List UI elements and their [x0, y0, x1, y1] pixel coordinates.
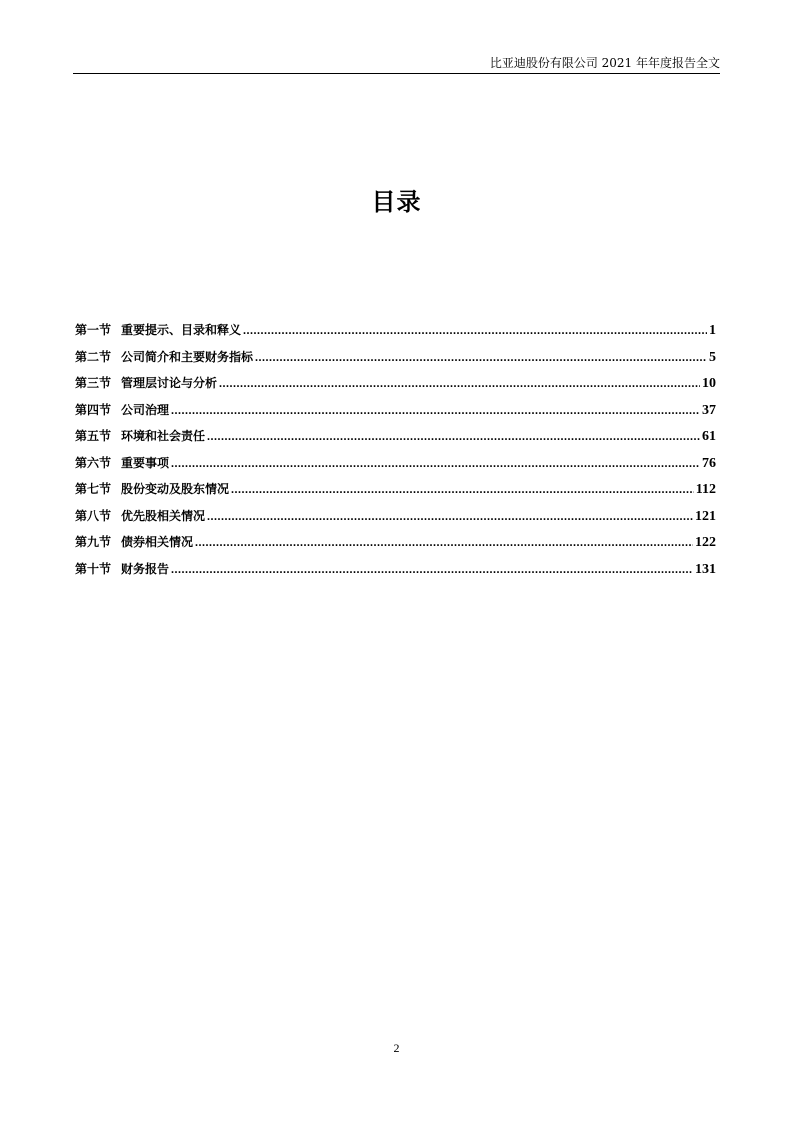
table-of-contents	[75, 321, 716, 586]
page-number: 2	[393, 1041, 400, 1055]
toc-section-number: 第七节	[75, 482, 112, 496]
toc-section-number: 第九节	[75, 535, 112, 549]
toc-dot-leader	[171, 560, 693, 578]
toc-section-title: 公司简介和主要财务指标	[121, 349, 254, 364]
toc-section-title: 股份变动及股东情况	[121, 482, 230, 496]
toc-page-number: 121	[695, 508, 716, 524]
toc-page-number: 1	[709, 323, 716, 338]
toc-entry-2[interactable]	[75, 348, 716, 375]
toc-entry-8[interactable]	[75, 507, 716, 534]
toc-entry-6[interactable]	[75, 454, 716, 481]
toc-dot-leader	[195, 533, 693, 551]
toc-dot-leader	[219, 374, 700, 392]
toc-section-title: 管理层讨论与分析	[121, 376, 218, 390]
toc-dot-leader	[207, 507, 693, 525]
toc-section-title: 债券相关情况	[121, 535, 194, 549]
toc-dot-leader	[171, 401, 700, 419]
document-header-title: 比亚迪股份有限公司 2021 年年度报告全文	[489, 56, 720, 70]
toc-page-number: 61	[702, 429, 716, 444]
toc-page-number: 131	[695, 561, 716, 577]
toc-section-title: 公司治理	[121, 402, 170, 417]
toc-page-number: 37	[702, 402, 716, 418]
toc-dot-leader	[243, 321, 707, 339]
toc-section-number: 第一节	[75, 323, 112, 337]
toc-section-number: 第三节	[75, 376, 112, 390]
toc-entry-5[interactable]	[75, 427, 716, 454]
toc-page-number: 122	[695, 535, 716, 550]
header-divider	[73, 73, 720, 74]
toc-section-title: 重要事项	[121, 455, 170, 470]
toc-dot-leader	[255, 348, 707, 366]
toc-section-title: 财务报告	[121, 561, 170, 576]
toc-section-number: 第二节	[75, 349, 112, 364]
toc-section-number: 第八节	[75, 508, 112, 523]
toc-section-title: 环境和社会责任	[121, 429, 206, 443]
toc-section-title: 优先股相关情况	[121, 508, 206, 523]
toc-section-number: 第四节	[75, 402, 112, 417]
toc-entry-4[interactable]	[75, 401, 716, 428]
toc-section-number: 第十节	[75, 561, 112, 576]
page-title: 目录	[371, 188, 422, 216]
toc-section-title: 重要提示、目录和释义	[121, 323, 242, 337]
toc-section-number: 第六节	[75, 455, 112, 470]
toc-dot-leader	[231, 480, 694, 498]
toc-page-number: 5	[709, 349, 716, 365]
toc-entry-3[interactable]	[75, 374, 716, 401]
toc-entry-7[interactable]	[75, 480, 716, 507]
toc-entry-9[interactable]	[75, 533, 716, 560]
toc-page-number: 76	[702, 455, 716, 471]
toc-dot-leader	[171, 454, 700, 472]
toc-dot-leader	[207, 427, 700, 445]
toc-section-number: 第五节	[75, 429, 112, 443]
toc-page-number: 10	[702, 376, 716, 391]
toc-entry-10[interactable]	[75, 560, 716, 587]
toc-page-number: 112	[695, 482, 716, 497]
toc-entry-1[interactable]	[75, 321, 716, 348]
